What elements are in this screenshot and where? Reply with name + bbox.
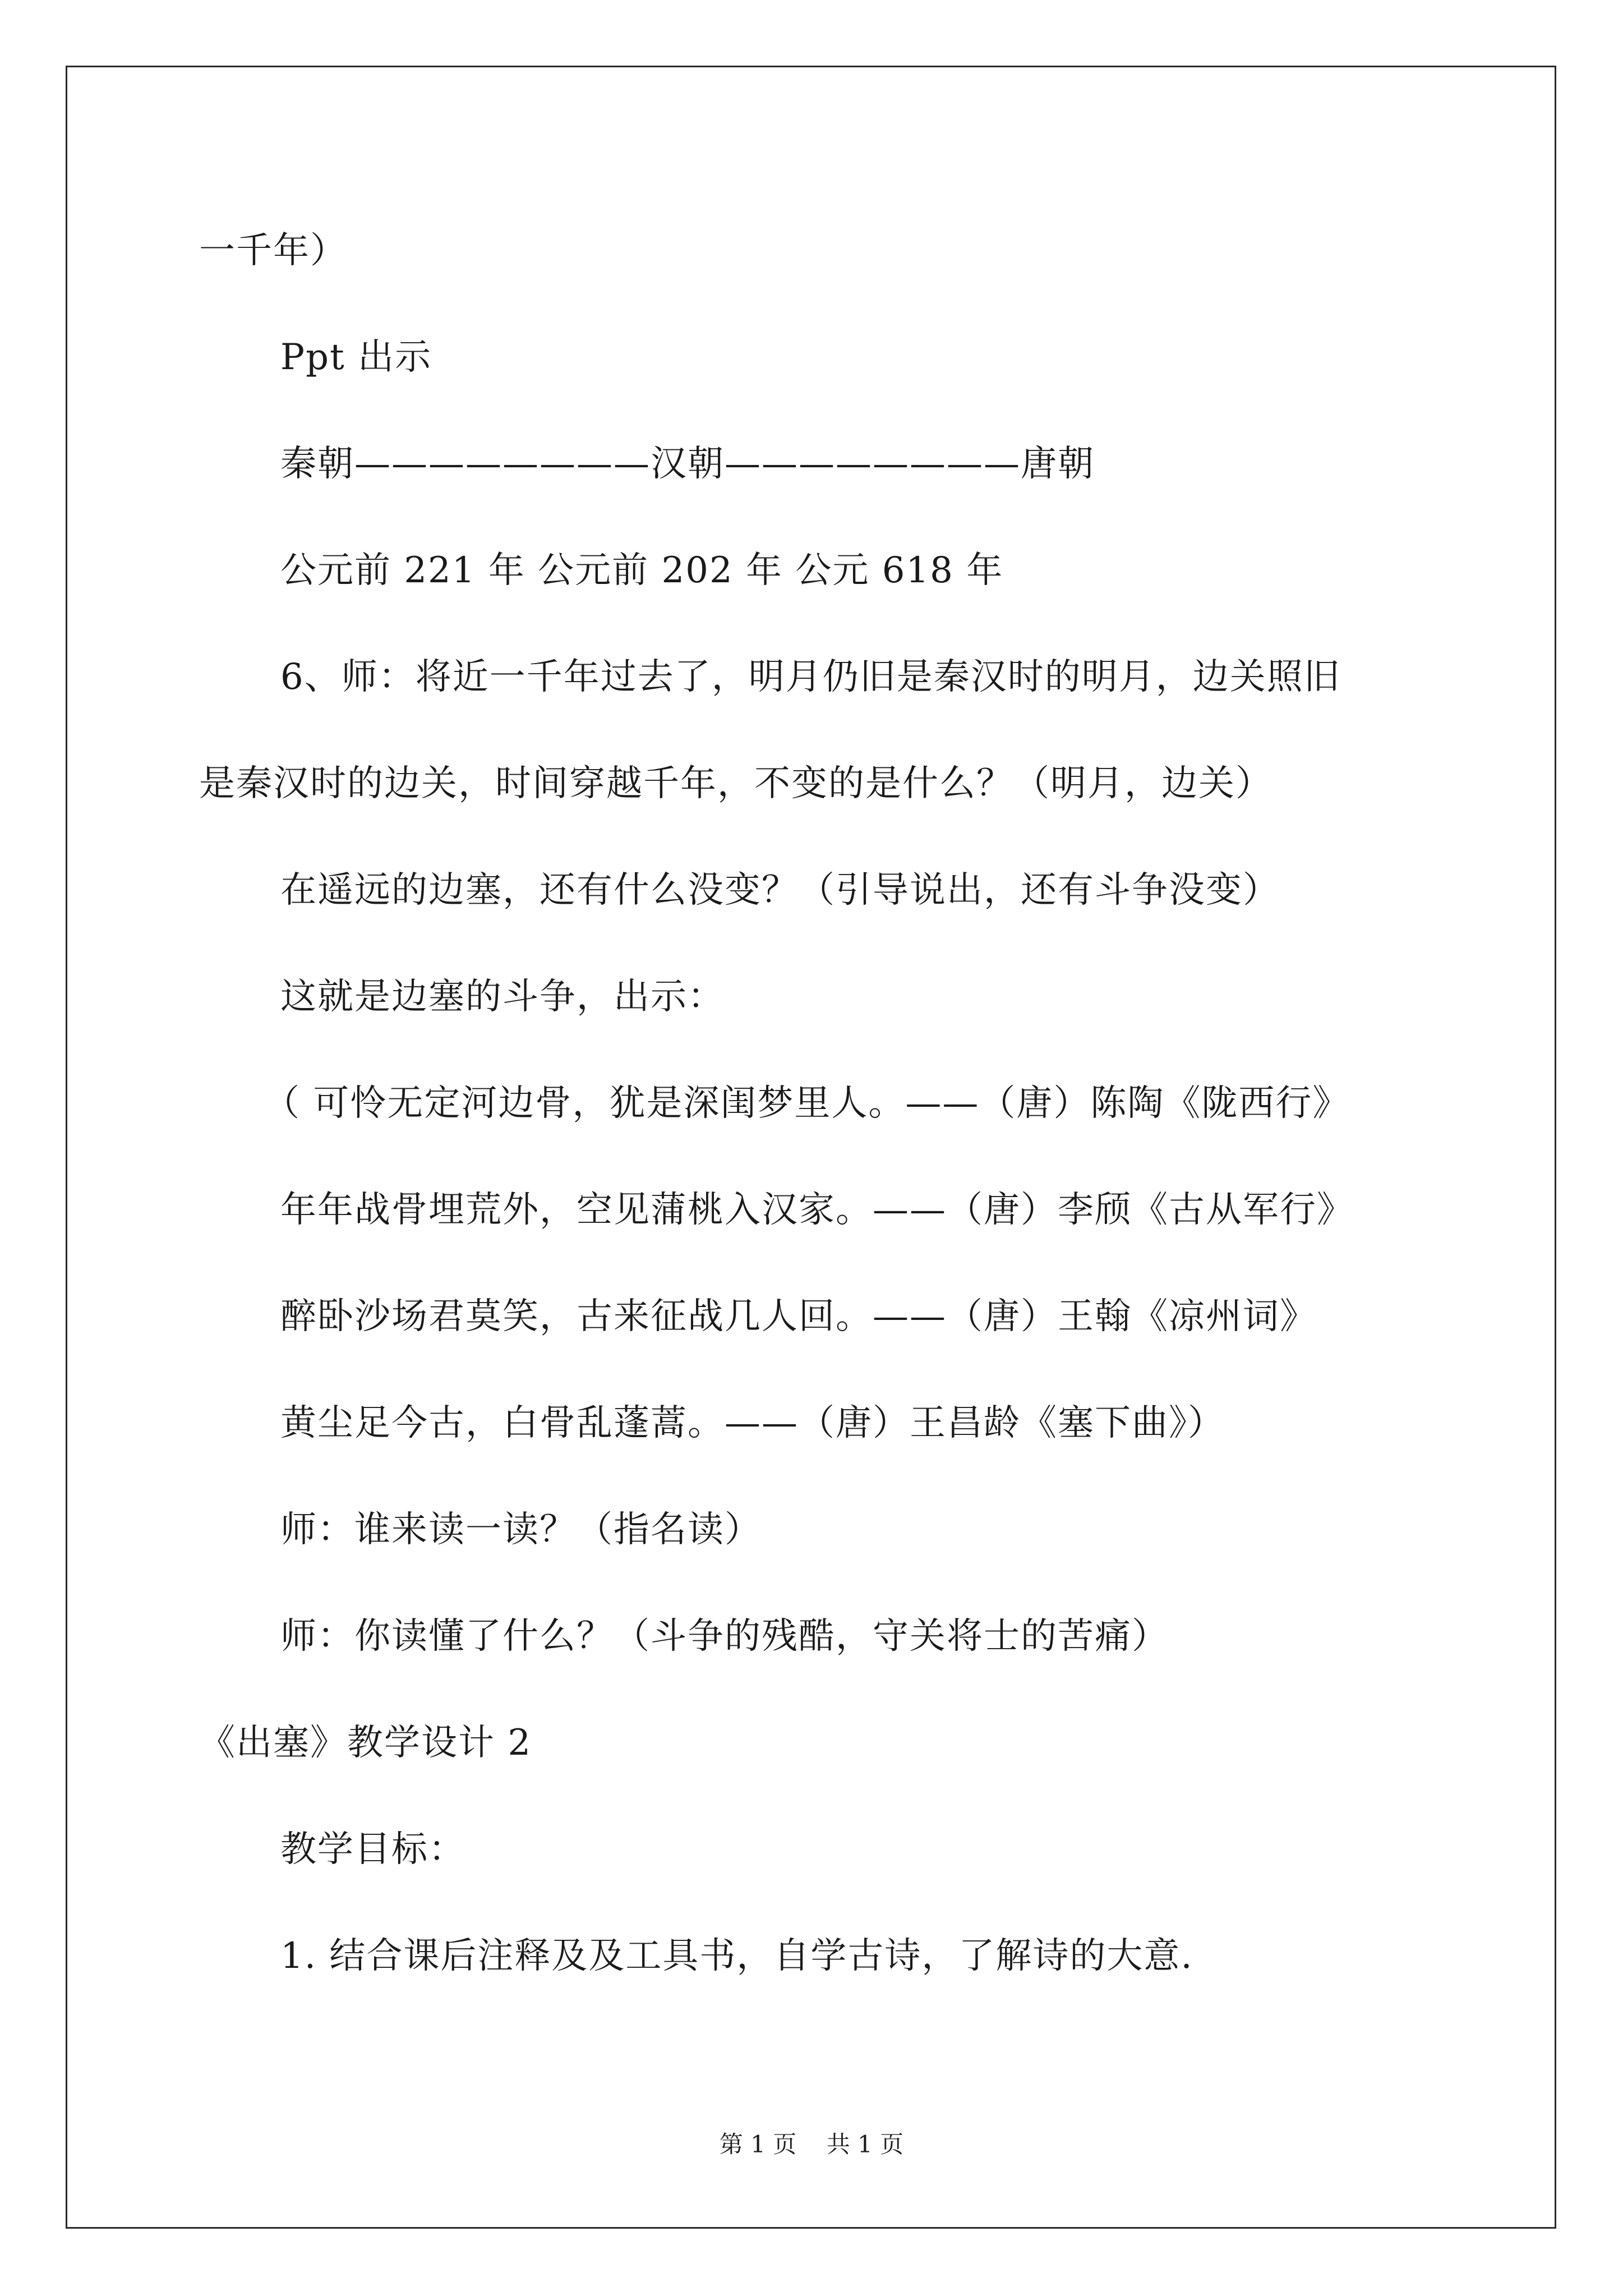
page-border: [66, 66, 1556, 2229]
text-line-11: 醉卧沙场君莫笑，古来征战几人回。——（唐）王翰《凉州词》: [280, 1296, 1317, 1337]
text-line-16: 教学目标：: [280, 1829, 465, 1870]
text-line-14: 师：你读懂了什么？（斗争的残酷，守关将士的苦痛）: [280, 1616, 1169, 1657]
section-heading: 《出塞》教学设计 2: [199, 1722, 532, 1764]
text-line-10: 年年战骨埋荒外，空见蒲桃入汉家。——（唐）李颀《古从军行》: [280, 1189, 1354, 1231]
page-footer: 第 1 页 共 1 页: [719, 2131, 904, 2158]
text-line-2: Ppt 出示: [280, 337, 432, 378]
text-line-4: 公元前 221 年 公元前 202 年 公元 618 年: [280, 550, 1004, 591]
text-line-8: 这就是边塞的斗争，出示：: [280, 976, 725, 1018]
text-line-3: 秦朝————————汉朝————————唐朝: [280, 443, 1095, 485]
text-line-7: 在遥远的边塞，还有什么没变？（引导说出，还有斗争没变）: [280, 869, 1280, 911]
text-line-17: 1. 结合课后注释及及工具书，自学古诗，了解诗的大意.: [280, 1935, 1193, 1977]
text-line-1: 一千年）: [199, 230, 347, 272]
text-line-5: 6、师：将近一千年过去了，明月仍旧是秦汉时的明月，边关照旧: [280, 656, 1341, 698]
text-line-12: 黄尘足今古，白骨乱蓬蒿。——（唐）王昌龄《塞下曲》）: [280, 1402, 1225, 1444]
text-line-6: 是秦汉时的边关，时间穿越千年，不变的是什么？（明月，边关）: [199, 763, 1272, 804]
text-line-13: 师：谁来读一读？（指名读）: [280, 1509, 762, 1550]
text-line-9: （ 可怜无定河边骨，犹是深闺梦里人。——（唐）陈陶《陇西行》: [264, 1083, 1350, 1124]
